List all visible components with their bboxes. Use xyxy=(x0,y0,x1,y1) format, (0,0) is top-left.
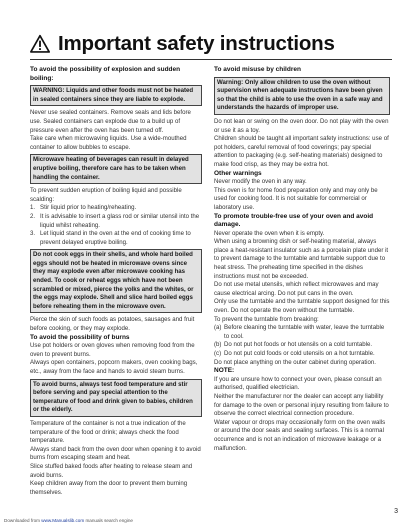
paragraph: Neither the manufacturer nor the dealer can accept any liability for damage to the oven or personal injury resulting from failure to observe the correct electrical connection procedure. xyxy=(214,392,389,418)
paragraph: Water vapour or drops may occasionally form on the oven walls or around the door seals and sealing surfaces. This is a normal occurrence and is not an indication of microwave leakage or a malfunction. xyxy=(214,418,386,452)
paragraph: Never use sealed containers. Remove seals and lids before use. Sealed containers can explode due to a build up of pressure even after the oven has been turned off. xyxy=(30,109,191,134)
paragraph: Never operate the oven when it is empty. xyxy=(214,229,325,237)
paragraph: Do not lean or swing on the oven door. Do not play with the oven or use it as a toy. xyxy=(214,117,389,134)
section-heading: To promote trouble-free use of your oven and avoid damage. xyxy=(214,212,374,229)
paragraph: Only use the turntable and the turntable support designed for this oven. Do not operate the oven without the turntable. xyxy=(214,298,390,315)
footer-prefix: Downloaded from xyxy=(4,518,42,523)
list-item-number: (a) xyxy=(214,324,222,332)
list-item-text: It is advisable to insert a glass rod or similar utensil into the liquid whilst reheating. xyxy=(40,212,200,229)
warning-box: Microwave heating of beverages can result in delayed eruptive boiling, therefore care has to be taken when handling the container. xyxy=(30,154,202,184)
warning-box: To avoid burns, always test food temperature and stir before serving and pay special attention to the temperature of food and drink given to babies, children or the elderly. xyxy=(30,379,202,417)
paragraph: Use pot holders or oven gloves when removing food from the oven to prevent burns. xyxy=(30,342,195,358)
paragraph: Children should be taught all important safety instructions: use of pot holders, careful removal of food coverings; pay special attention to packaging (e.g. self-heating materials) designed to make food crisp, as they may be extra hot. xyxy=(214,135,389,168)
paragraph: Always stand back from the oven door when opening it to avoid burns from escaping steam and heat. xyxy=(30,445,201,462)
list-item xyxy=(214,341,390,350)
list-item-number: 1. xyxy=(30,204,36,212)
paragraph: Do not place anything on the outer cabinet during operation. xyxy=(214,358,376,366)
footer-suffix: manuals search engine xyxy=(84,518,133,523)
paragraph: To prevent the turntable from breaking: xyxy=(214,315,319,323)
paragraph: If you are unsure how to connect your oven, please consult an authorised, qualified electrician. xyxy=(214,375,382,392)
warning-box: WARNING: Liquids and other foods must not be heated in sealed containers since they are liable to explode. xyxy=(30,85,202,106)
left-column xyxy=(30,66,202,497)
list-item-number: (b) xyxy=(214,341,222,349)
download-footer xyxy=(4,518,133,523)
paragraph: Take care when microwaving liquids. Use a wide-mouthed container to allow bubbles to escape. xyxy=(30,135,187,151)
section-heading: To avoid the possibility of explosion and sudden boiling: xyxy=(30,66,181,82)
page-title: Important safety instructions xyxy=(58,31,335,55)
paragraph: This oven is for home food preparation only and may only be used for cooking food. It is not suitable for commercial or laboratory use. xyxy=(214,186,378,211)
list-item xyxy=(30,213,202,230)
list-item-text: Stir liquid prior to heating/reheating. xyxy=(40,204,137,212)
warning-triangle-icon xyxy=(30,34,50,54)
list-item xyxy=(214,324,390,341)
paragraph: When using a browning dish or self-heating material, always place a heat-resistant insulator such as a porcelain plate under it to prevent damage to the turntable and turntable support due to heat stress. The preheating time specified in the dishes instructions must not be exceeded. xyxy=(214,238,389,280)
list-item-number: (c) xyxy=(214,350,222,357)
list-item xyxy=(214,350,390,359)
page-number: 3 xyxy=(394,508,398,515)
paragraph: Always open containers, popcorn makers, oven cooking bags, etc., away from the face and hands to avoid steam burns. xyxy=(30,359,198,375)
section-heading: To avoid misuse by children xyxy=(214,66,301,73)
paragraph: To prevent sudden eruption of boiling liquid and possible scalding: xyxy=(30,187,182,203)
list-item-number: 3. xyxy=(30,230,36,238)
warning-box: Warning: Only allow children to use the oven without supervision when adequate instructions have been given so that the child is able to use the oven in a safe way and understands the hazards of improper use. xyxy=(214,77,390,115)
list-item-text: Do not put hot foods or hot utensils on a cold turntable. xyxy=(224,341,373,349)
paragraph: Keep children away from the door to prevent them burning themselves. xyxy=(30,480,188,496)
list-item-text: Before cleaning the turntable with water, leave the turntable to cool. xyxy=(224,324,385,340)
list-item-text: Do not put cold foods or cold utensils on a hot turntable. xyxy=(224,350,375,357)
page-header xyxy=(30,28,392,60)
list-item-number: 2. xyxy=(30,212,36,220)
right-column xyxy=(214,66,390,453)
paragraph: Do not use metal utensils, which reflect microwaves and may cause electrical arcing. Do not put cans in the oven. xyxy=(214,281,379,297)
paragraph: Never modify the oven in any way. xyxy=(214,178,307,186)
paragraph: Temperature of the container is not a true indication of the temperature of the food or drink; always check the food temperature. xyxy=(30,419,186,445)
list-item-text: Let liquid stand in the oven at the end of cooking time to prevent delayed eruptive boiling. xyxy=(40,230,191,246)
section-heading: NOTE: xyxy=(214,367,235,375)
paragraph: Pierce the skin of such foods as potatoes, sausages and fruit before cooking, or they may explode. xyxy=(30,316,195,333)
warning-box: Do not cook eggs in their shells, and whole hard boiled eggs should not be heated in microwave ovens since they may explode even after microwave cooking has ended. To cook or reheat eggs which have not been scrambled or mixed, pierce the yolks and the whites, or the eggs may explode. Shell and slice hard boiled eggs before reheating them in the microwave oven. xyxy=(30,249,202,313)
list-item xyxy=(30,204,202,213)
section-heading: Other warnings xyxy=(214,169,262,177)
paragraph: Slice stuffed baked foods after heating to release steam and avoid burns. xyxy=(30,462,193,479)
section-heading: To avoid the possibility of burns xyxy=(30,333,130,341)
manualslib-link[interactable]: www.Manualslib.com xyxy=(41,518,85,523)
list-item xyxy=(30,230,202,247)
